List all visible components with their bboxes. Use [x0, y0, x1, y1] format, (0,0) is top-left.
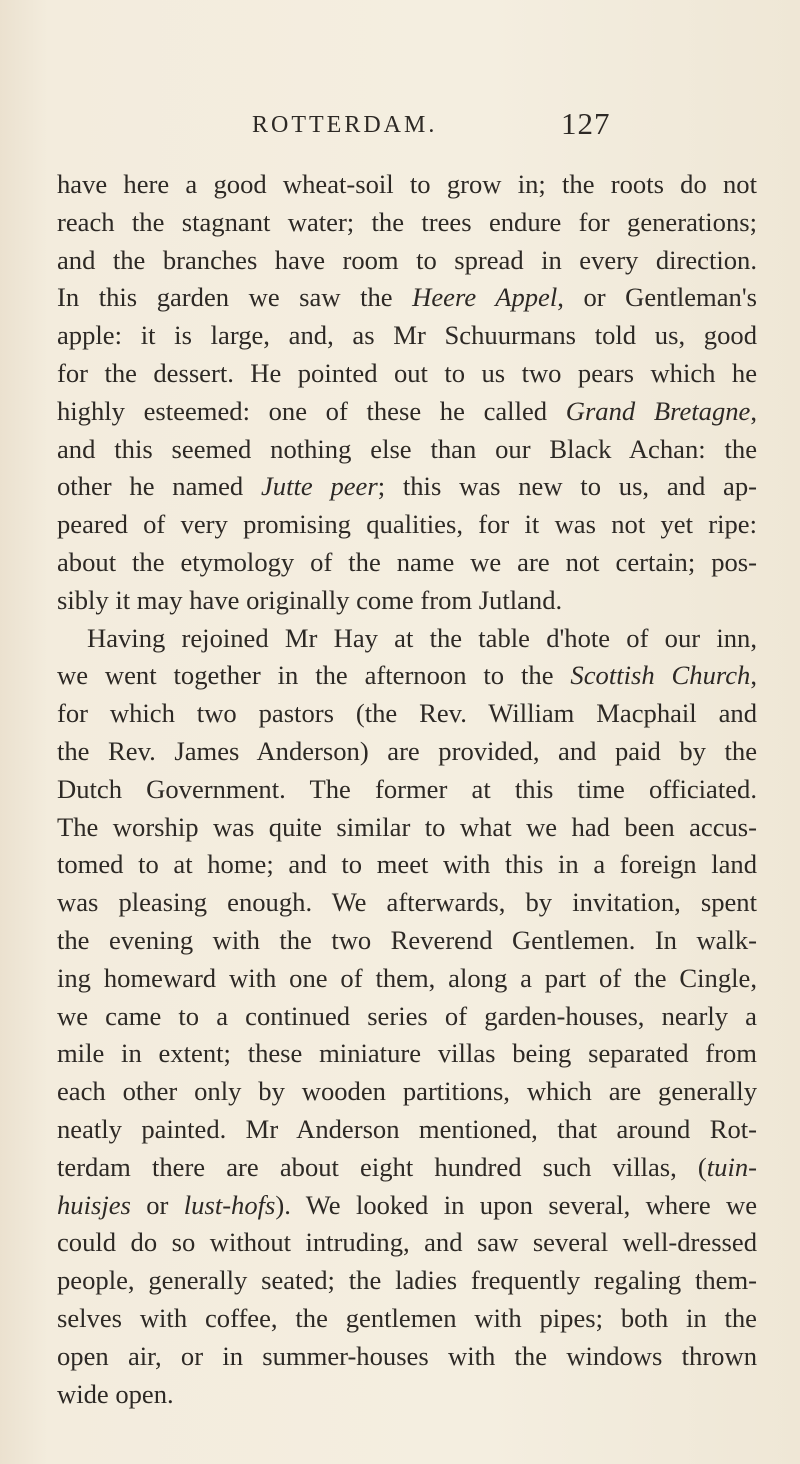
text-line: apple: it is large, and, as Mr Schuurmans told us, good [57, 320, 757, 351]
page-header [0, 106, 800, 146]
text-line: open air, or in summer-houses with the windows thrown [57, 1340, 757, 1371]
text-line: could do so without intruding, and saw several well-dressed [57, 1227, 757, 1258]
text-line: sibly it may have originally come from Jutland. [57, 584, 563, 615]
text-line: other he named Jutte peer; this was new to us, and ap- [57, 471, 757, 502]
text-line: about the etymology of the name we are not certain; pos- [57, 546, 757, 577]
text-line: highly esteemed: one of these he called Grand Bretagne, [57, 395, 757, 426]
running-head: ROTTERDAM. [252, 112, 438, 138]
text-line: reach the stagnant water; the trees endure for generations; [57, 206, 757, 237]
text-line: ing homeward with one of them, along a part of the Cingle, [57, 962, 757, 993]
text-line: huisjes or lust-hofs). We looked in upon several, where we [57, 1189, 757, 1220]
text-line: have here a good wheat-soil to grow in; the roots do not [57, 169, 757, 199]
body-text [57, 166, 757, 1413]
text-line: the Rev. James Anderson) are provided, and paid by the [57, 735, 757, 766]
text-line: In this garden we saw the Heere Appel, or Gentleman's [57, 282, 757, 313]
text-line: wide open. [57, 1378, 174, 1409]
text-line: was pleasing enough. We afterwards, by invitation, spent [57, 887, 757, 918]
text-line: for which two pastors (the Rev. William Macphail and [57, 698, 757, 729]
text-line: Dutch Government. The former at this time officiated. [57, 773, 757, 804]
text-line: The worship was quite similar to what we had been accus- [57, 811, 757, 842]
text-line: terdam there are about eight hundred such villas, (tuin- [57, 1151, 757, 1182]
text-line: each other only by wooden partitions, which are generally [57, 1076, 757, 1107]
text-line: selves with coffee, the gentlemen with pipes; both in the [57, 1302, 757, 1333]
text-line: people, generally seated; the ladies frequently regaling them- [57, 1265, 757, 1296]
text-line: we went together in the afternoon to the Scottish Church, [57, 660, 757, 691]
text-line: and this seemed nothing else than our Black Achan: the [57, 433, 757, 464]
page-number: 127 [561, 106, 611, 141]
text-line: neatly painted. Mr Anderson mentioned, that around Rot- [57, 1113, 757, 1144]
text-line: the evening with the two Reverend Gentlemen. In walk- [57, 924, 757, 955]
text-line: Having rejoined Mr Hay at the table d'hote of our inn, [87, 622, 757, 653]
text-line: for the dessert. He pointed out to us two pears which he [57, 357, 757, 388]
text-line: peared of very promising qualities, for it was not yet ripe: [57, 509, 757, 540]
text-line: we came to a continued series of garden-houses, nearly a [57, 1000, 757, 1031]
text-line: tomed to at home; and to meet with this in a foreign land [57, 849, 757, 880]
text-line: and the branches have room to spread in every direction. [57, 244, 757, 275]
text-line: mile in extent; these miniature villas being separated from [57, 1038, 757, 1069]
